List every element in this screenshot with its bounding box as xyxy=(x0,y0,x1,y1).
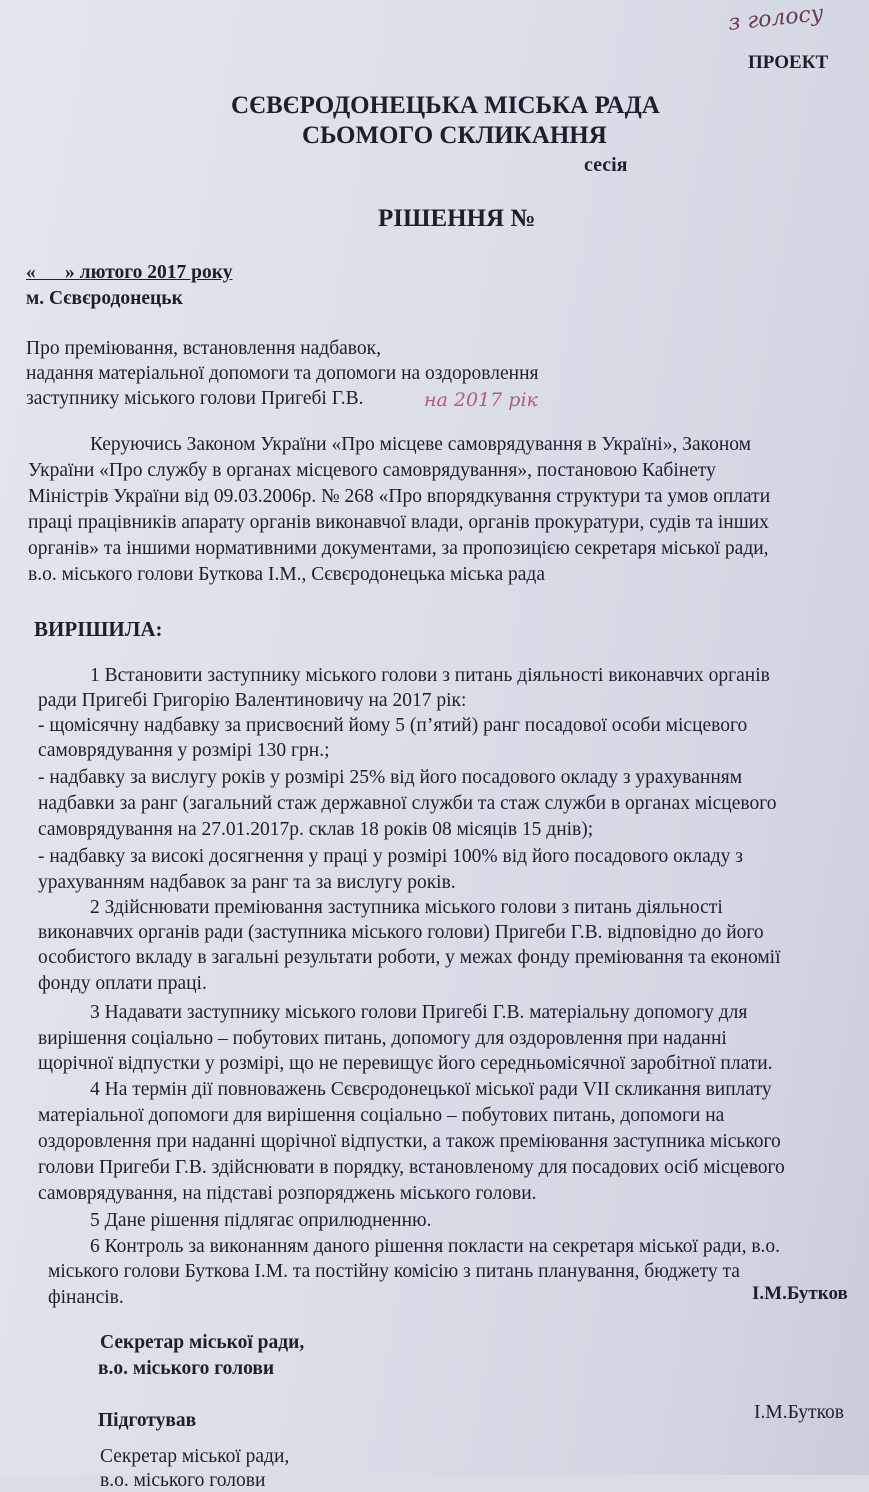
subject-line: заступнику міського голови Пригебі Г.В. xyxy=(26,388,364,409)
item-line: міського голови Буткова І.М. та постійну комісію з питань планування, бюджету та xyxy=(48,1261,740,1282)
preamble-line: органів» та іншими нормативними документами, за пропозицією секретаря міської ради, xyxy=(28,538,769,559)
prepared-label: Підготував xyxy=(98,1410,197,1431)
convocation: СЬОМОГО СКЛИКАННЯ xyxy=(302,122,607,149)
resolved-heading: ВИРІШИЛА: xyxy=(34,617,163,641)
item-line: 1 Встановити заступнику міського голови з питань діяльності виконавчих органів xyxy=(90,665,770,686)
preamble-line: Міністрів України від 09.03.2006р. № 268 «Про впорядкування структури та умов оплати xyxy=(28,486,771,507)
item-line: голови Пригеби Г.В. здійснювати в порядку, встановленому для посадових осіб місцевого xyxy=(38,1157,785,1178)
subject-line: Про преміювання, встановлення надбавок, xyxy=(26,338,381,359)
session-label: сесія xyxy=(584,154,628,176)
subject-line: надання матеріальної допомоги та допомоги на оздоровлення xyxy=(26,363,539,384)
item-line: щорічної відпустки у розмірі, що не перевищує його середньомісячної заробітної плати. xyxy=(38,1053,773,1074)
item-line: 3 Надавати заступнику міського голови Пригебі Г.В. матеріальну допомогу для xyxy=(90,1002,748,1023)
item-line: 5 Дане рішення підлягає оприлюдненню. xyxy=(90,1210,432,1231)
signature-name: І.М.Бутков xyxy=(752,1283,848,1304)
signature-title-line2: в.о. міського голови xyxy=(98,1358,275,1379)
prepared-name: І.М.Бутков xyxy=(754,1402,845,1423)
preamble-line: в.о. міського голови Буткова І.М., Сєвєродонецька міська рада xyxy=(28,564,545,585)
prepared-title-line1: Секретар міської ради, xyxy=(100,1446,290,1467)
item-line: вирішення соціально – побутових питань, допомогу для оздоровлення при наданні xyxy=(38,1028,727,1049)
item-line: - щомісячну надбавку за присвоєний йому 5 (п’ятий) ранг посадової особи місцевого xyxy=(38,715,748,736)
council-name: СЄВЄРОДОНЕЦЬКА МІСЬКА РАДА xyxy=(231,92,660,119)
handwritten-note-top: з голосу xyxy=(726,1,825,36)
preamble-line: Керуючись Законом України «Про місцеве самоврядування в Україні», Законом xyxy=(90,434,752,455)
item-line: особистого вкладу в загальні результати роботи, у межах фонду преміювання та економії xyxy=(38,947,781,968)
item-line: урахуванням надбавок за ранг та за вислугу років. xyxy=(38,872,456,893)
item-line: 4 На термін дії повноважень Сєвєродонецької міської ради VII скликання виплату xyxy=(90,1079,772,1100)
item-line: 2 Здійснювати преміювання заступника міського голови з питань діяльності xyxy=(90,897,723,918)
city-label: м. Сєвєродонецьк xyxy=(26,288,183,309)
item-line: фінансів. xyxy=(48,1287,124,1308)
preamble-line: України «Про службу в органах місцевого самоврядування», постановою Кабінету xyxy=(28,460,716,481)
decision-date: « » лютого 2017 року xyxy=(26,262,233,283)
item-line: 6 Контроль за виконанням даного рішення покласти на секретаря міської ради, в.о. xyxy=(90,1236,781,1257)
decision-title: РІШЕННЯ № xyxy=(378,205,536,232)
item-line: оздоровлення при наданні щорічної відпустки, а також преміювання заступника міського xyxy=(38,1131,781,1152)
item-line: виконавчих органів ради (заступника міського голови) Пригеби Г.В. відповідно до його xyxy=(38,922,764,943)
signature-title-line1: Секретар міської ради, xyxy=(100,1332,305,1353)
item-line: - надбавку за високі досягнення у праці у розмірі 100% від його посадового окладу з xyxy=(38,846,743,867)
item-line: самоврядування на 27.01.2017р. склав 18 років 08 місяців 15 днів); xyxy=(38,819,594,840)
item-line: ради Пригебі Григорію Валентиновичу на 2017 рік: xyxy=(38,690,467,711)
item-line: - надбавку за вислугу років у розмірі 25% від його посадового окладу з урахуванням xyxy=(38,767,743,788)
preamble-line: праці працівників апарату органів виконавчої влади, органів прокуратури, судів та інших xyxy=(28,512,769,533)
project-label: ПРОЕКТ xyxy=(748,52,829,73)
item-line: самоврядування у розмірі 130 грн.; xyxy=(38,740,330,761)
item-line: самоврядування, на підставі розпоряджень міського голови. xyxy=(38,1183,537,1204)
prepared-title-line2: в.о. міського голови xyxy=(100,1470,266,1491)
subject-handwritten-note: на 2017 рік xyxy=(424,389,538,411)
item-line: надбавки за ранг (загальний стаж державної служби та стаж служби в органах місцевого xyxy=(38,793,777,814)
item-line: матеріальної допомоги для вирішення соціально – побутових питань, допомоги на xyxy=(38,1105,725,1126)
item-line: фонду оплати праці. xyxy=(38,973,207,994)
